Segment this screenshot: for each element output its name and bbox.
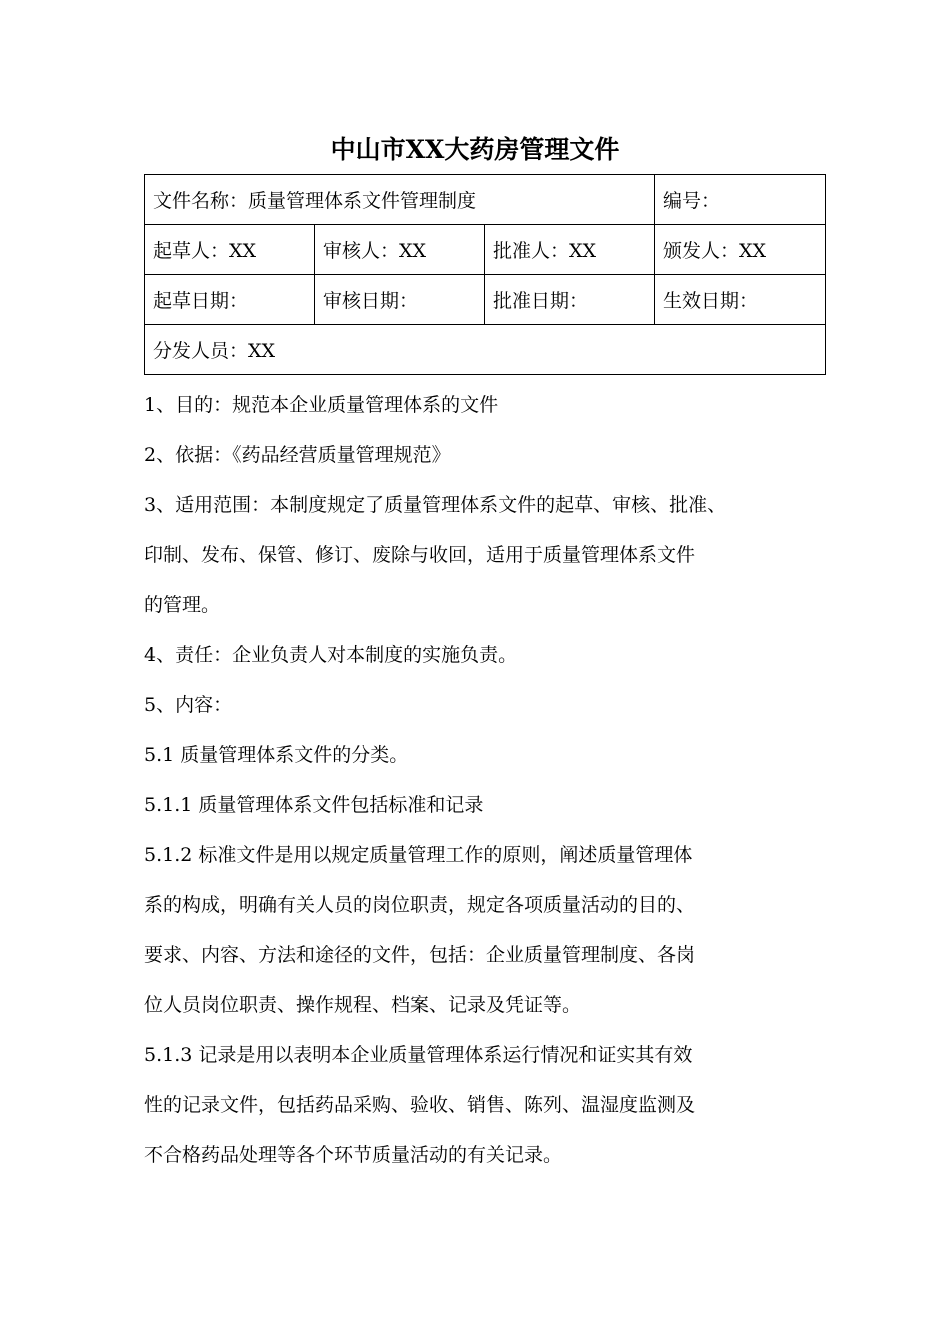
table-row (145, 225, 826, 275)
paragraph-line: 1、目的：规范本企业质量管理体系的文件 (144, 394, 499, 416)
paragraph-line: 性的记录文件，包括药品采购、验收、销售、陈列、温湿度监测及 (144, 1094, 696, 1116)
paragraph-line: 印制、发布、保管、修订、废除与收回，适用于质量管理体系文件 (144, 544, 696, 566)
paragraph-5-1 (144, 730, 834, 780)
paragraph-basis (144, 430, 834, 480)
doc-number-cell: 编号： (655, 175, 826, 225)
document-info-table (144, 174, 826, 375)
paragraph-line: 要求、内容、方法和途径的文件，包括：企业质量管理制度、各岗 (144, 944, 696, 966)
approver-cell: 批准人：XX (485, 225, 655, 275)
paragraph-content-heading (144, 680, 834, 730)
doc-name-cell: 文件名称：质量管理体系文件管理制度 (145, 175, 655, 225)
paragraph-line: 的管理。 (144, 594, 221, 616)
paragraph-line: 不合格药品处理等各个环节质量活动的有关记录。 (144, 1144, 563, 1166)
drafter-cell: 起草人：XX (145, 225, 315, 275)
paragraph-line: 4、责任：企业负责人对本制度的实施负责。 (144, 644, 518, 666)
review-date-cell: 审核日期： (315, 275, 485, 325)
paragraph-line: 5.1.2 标准文件是用以规定质量管理工作的原则，阐述质量管理体 (144, 844, 693, 866)
paragraph-5-1-1 (144, 780, 834, 830)
paragraph-line: 系的构成，明确有关人员的岗位职责，规定各项质量活动的目的、 (144, 894, 696, 916)
table-row (145, 175, 826, 225)
paragraph-line: 5、内容： (144, 694, 233, 716)
paragraph-5-1-2 (144, 830, 834, 1030)
reviewer-cell: 审核人：XX (315, 225, 485, 275)
distribution-cell: 分发人员：XX (145, 325, 826, 375)
paragraph-line: 3、适用范围：本制度规定了质量管理体系文件的起草、审核、批准、 (144, 494, 727, 516)
effective-date-cell: 生效日期： (655, 275, 826, 325)
issuer-cell: 颁发人：XX (655, 225, 826, 275)
paragraph-line: 5.1.1 质量管理体系文件包括标准和记录 (144, 794, 484, 816)
paragraph-line: 5.1 质量管理体系文件的分类。 (144, 744, 409, 766)
paragraph-scope (144, 480, 834, 630)
paragraph-purpose (144, 380, 834, 430)
table-row (145, 325, 826, 375)
paragraph-line: 2、依据：《药品经营质量管理规范》 (144, 444, 451, 466)
table-row (145, 275, 826, 325)
draft-date-cell: 起草日期： (145, 275, 315, 325)
approve-date-cell: 批准日期： (485, 275, 655, 325)
document-title: 中山市XX大药房管理文件 (330, 135, 620, 164)
paragraph-line: 位人员岗位职责、操作规程、档案、记录及凭证等。 (144, 994, 582, 1016)
paragraph-responsibility (144, 630, 834, 680)
paragraph-line: 5.1.3 记录是用以表明本企业质量管理体系运行情况和证实其有效 (144, 1044, 693, 1066)
paragraph-5-1-3 (144, 1030, 834, 1180)
document-body (144, 380, 834, 1180)
